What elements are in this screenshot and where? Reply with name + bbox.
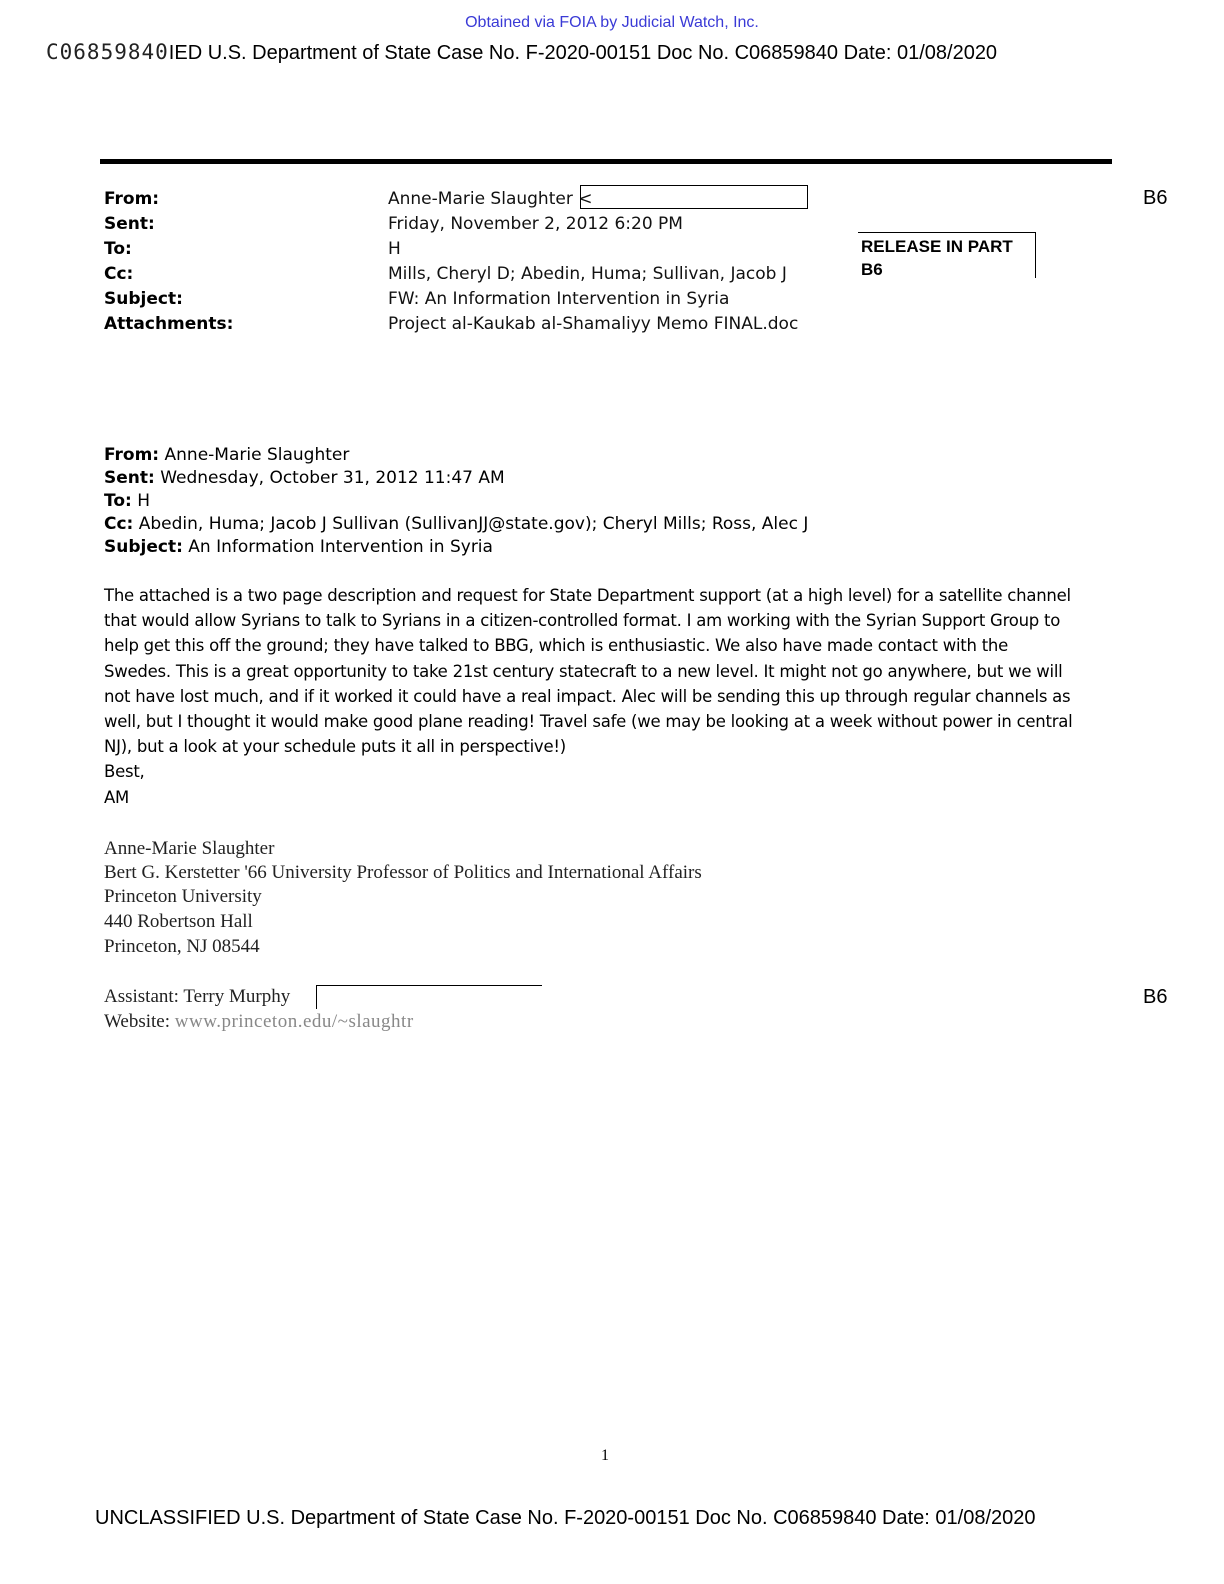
release-stamp bbox=[858, 232, 1036, 278]
fwd-subject-value: An Information Intervention in Syria bbox=[182, 537, 493, 557]
subject-value: FW: An Information Intervention in Syria bbox=[388, 289, 730, 309]
cc-value: Mills, Cheryl D; Abedin, Huma; Sullivan, Jacob J bbox=[388, 264, 787, 284]
doc-id-prefix: C06859840 bbox=[46, 40, 169, 64]
body-line: AM bbox=[104, 787, 130, 807]
signature-address1: 440 Robertson Hall bbox=[104, 911, 253, 932]
redaction-box bbox=[580, 185, 808, 209]
fwd-subject-label: Subject: bbox=[104, 537, 183, 557]
document-footer: UNCLASSIFIED U.S. Department of State Case No. F-2020-00151 Doc No. C06859840 Date: 01/08/2020 bbox=[95, 1507, 1036, 1529]
sent-value: Friday, November 2, 2012 6:20 PM bbox=[388, 214, 683, 234]
from-value: Anne-Marie Slaughter < bbox=[388, 189, 593, 209]
foia-notice: Obtained via FOIA by Judicial Watch, Inc. bbox=[465, 14, 759, 31]
b6-exemption-top: B6 bbox=[1143, 187, 1168, 209]
body-line: NJ), but a look at your schedule puts it all in perspective!) bbox=[104, 737, 566, 757]
from-label: From: bbox=[104, 189, 160, 209]
subject-label: Subject: bbox=[104, 289, 183, 309]
signature-title: Bert G. Kerstetter '66 University Professor of Politics and International Affairs bbox=[104, 862, 702, 883]
body-line: help get this off the ground; they have talked to BBG, which is enthusiastic. We also have made contact with the bbox=[104, 636, 1009, 656]
fwd-to-label: To: bbox=[104, 491, 132, 511]
signature-name: Anne-Marie Slaughter bbox=[104, 838, 275, 859]
fwd-sent-line bbox=[104, 468, 505, 488]
fwd-from-line bbox=[104, 445, 349, 465]
attachments-value: Project al-Kaukab al-Shamaliyy Memo FINAL.doc bbox=[388, 314, 799, 334]
release-line2: B6 bbox=[861, 260, 883, 279]
signature-address2: Princeton, NJ 08544 bbox=[104, 936, 260, 957]
page-number: 1 bbox=[601, 1447, 609, 1464]
header-rule bbox=[100, 159, 1112, 164]
sent-label: Sent: bbox=[104, 214, 155, 234]
release-line1: RELEASE IN PART bbox=[861, 237, 1013, 256]
fwd-to-value: H bbox=[131, 491, 151, 511]
fwd-from-value: Anne-Marie Slaughter bbox=[159, 445, 350, 465]
header-text: IED U.S. Department of State Case No. F-2020-00151 Doc No. C06859840 Date: 01/08/2020 bbox=[168, 42, 998, 64]
signature-institution: Princeton University bbox=[104, 886, 262, 907]
fwd-cc-line bbox=[104, 514, 808, 534]
to-label: To: bbox=[104, 239, 132, 259]
website-label: Website: bbox=[104, 1011, 175, 1032]
attachments-label: Attachments: bbox=[104, 314, 234, 334]
fwd-cc-value: Abedin, Huma; Jacob J Sullivan (SullivanJJ@state.gov); Cheryl Mills; Ross, Alec J bbox=[133, 514, 809, 534]
fwd-to-line bbox=[104, 491, 150, 511]
fwd-cc-label: Cc: bbox=[104, 514, 134, 534]
fwd-subject-line bbox=[104, 537, 493, 557]
signature-website-line bbox=[104, 1011, 414, 1033]
b6-exemption-bottom: B6 bbox=[1143, 986, 1168, 1008]
body-line: that would allow Syrians to talk to Syrians in a citizen-controlled format. I am working with the Syrian Support Group to bbox=[104, 611, 1061, 631]
to-value: H bbox=[388, 239, 401, 259]
fwd-from-label: From: bbox=[104, 445, 160, 465]
fwd-sent-value: Wednesday, October 31, 2012 11:47 AM bbox=[154, 468, 505, 488]
redaction-box bbox=[316, 985, 542, 1009]
fwd-sent-label: Sent: bbox=[104, 468, 155, 488]
signature-assistant: Assistant: Terry Murphy bbox=[104, 986, 291, 1007]
email-body bbox=[104, 583, 1114, 810]
body-line: Swedes. This is a great opportunity to take 21st century statecraft to a new level. It might not go anywhere, but we will bbox=[104, 661, 1063, 681]
document-header-line bbox=[46, 40, 997, 65]
cc-label: Cc: bbox=[104, 264, 134, 284]
body-line: not have lost much, and if it worked it could have a real impact. Alec will be sending this up through regular channels as bbox=[104, 686, 1071, 706]
body-line: well, but I thought it would make good plane reading! Travel safe (we may be looking at a week without power in central bbox=[104, 712, 1073, 732]
body-line: The attached is a two page description and request for State Department support (at a high level) for a satellite channel bbox=[104, 586, 1071, 605]
body-line: Best, bbox=[104, 762, 145, 782]
website-link[interactable]: www.princeton.edu/~slaughtr bbox=[174, 1011, 414, 1032]
